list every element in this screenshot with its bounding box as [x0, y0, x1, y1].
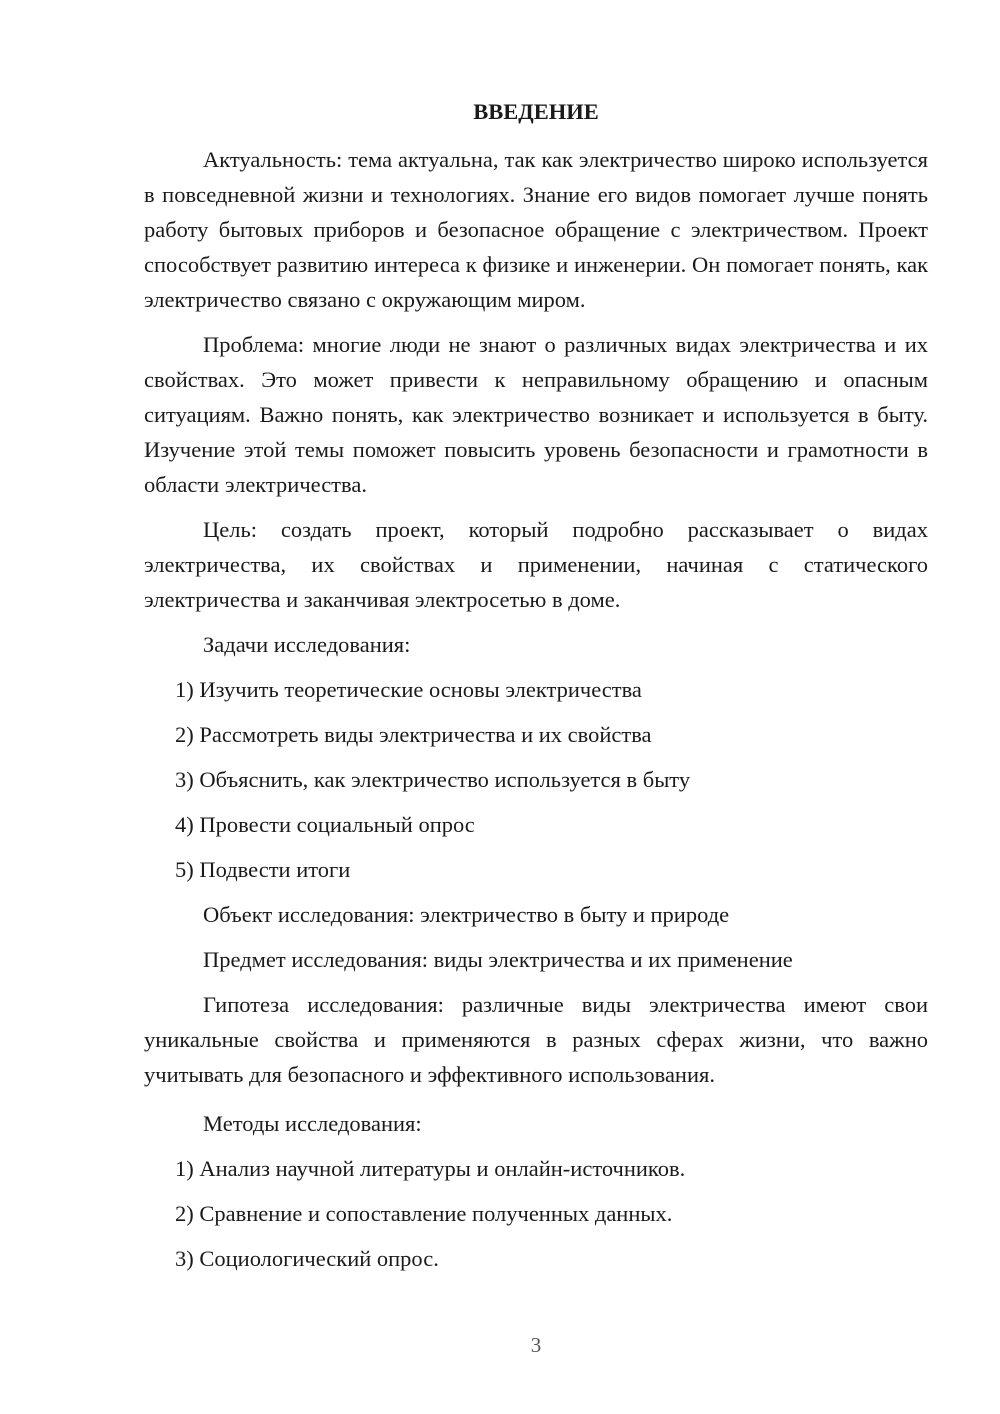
- relevance-paragraph: Актуальность: тема актуальна, так как электричество широко используется в повседневной жизни и технологиях. Знание его видов помогает лучше понять работу бытовых приборов и безопасное обращение с электричеством. Проект способствует развитию интереса к физике и инженерии. Он помогает понять, как электричество связано с окружающим миром.: [144, 147, 928, 312]
- page-number: 3: [530, 1333, 542, 1357]
- tasks-heading: Задачи исследования:: [203, 632, 411, 657]
- task-item-2: 2) Рассмотреть виды электричества и их свойства: [175, 722, 652, 747]
- page-title: ВВЕДЕНИЕ: [473, 99, 599, 124]
- task-item-4: 4) Провести социальный опрос: [175, 812, 475, 837]
- research-object: Объект исследования: электричество в быту и природе: [203, 902, 730, 927]
- methods-heading: Методы исследования:: [203, 1111, 422, 1136]
- method-item-1: 1) Анализ научной литературы и онлайн-источников.: [175, 1156, 686, 1181]
- method-item-3: 3) Социологический опрос.: [175, 1246, 439, 1271]
- research-subject: Предмет исследования: виды электричества и их применение: [203, 947, 793, 972]
- task-item-5: 5) Подвести итоги: [175, 857, 351, 882]
- task-item-3: 3) Объяснить, как электричество используется в быту: [175, 767, 691, 792]
- task-item-1: 1) Изучить теоретические основы электричества: [175, 677, 642, 702]
- hypothesis-paragraph: Гипотеза исследования: различные виды электричества имеют свои уникальные свойства и применяются в разных сферах жизни, что важно учитывать для безопасного и эффективного использования.: [144, 992, 928, 1087]
- problem-paragraph: Проблема: многие люди не знают о различных видах электричества и их свойствах. Это может привести к неправильному обращению и опасным ситуациям. Важно понять, как электричество возникает и используется в быту. Изучение этой темы поможет повысить уровень безопасности и грамотности в области электричества.: [144, 332, 928, 497]
- goal-paragraph: Цель: создать проект, который подробно рассказывает о видах электричества, их свойствах и применении, начиная с статического электричества и заканчивая электросетью в доме.: [144, 517, 928, 612]
- document-body: [144, 142, 928, 1286]
- method-item-2: 2) Сравнение и сопоставление полученных данных.: [175, 1201, 673, 1226]
